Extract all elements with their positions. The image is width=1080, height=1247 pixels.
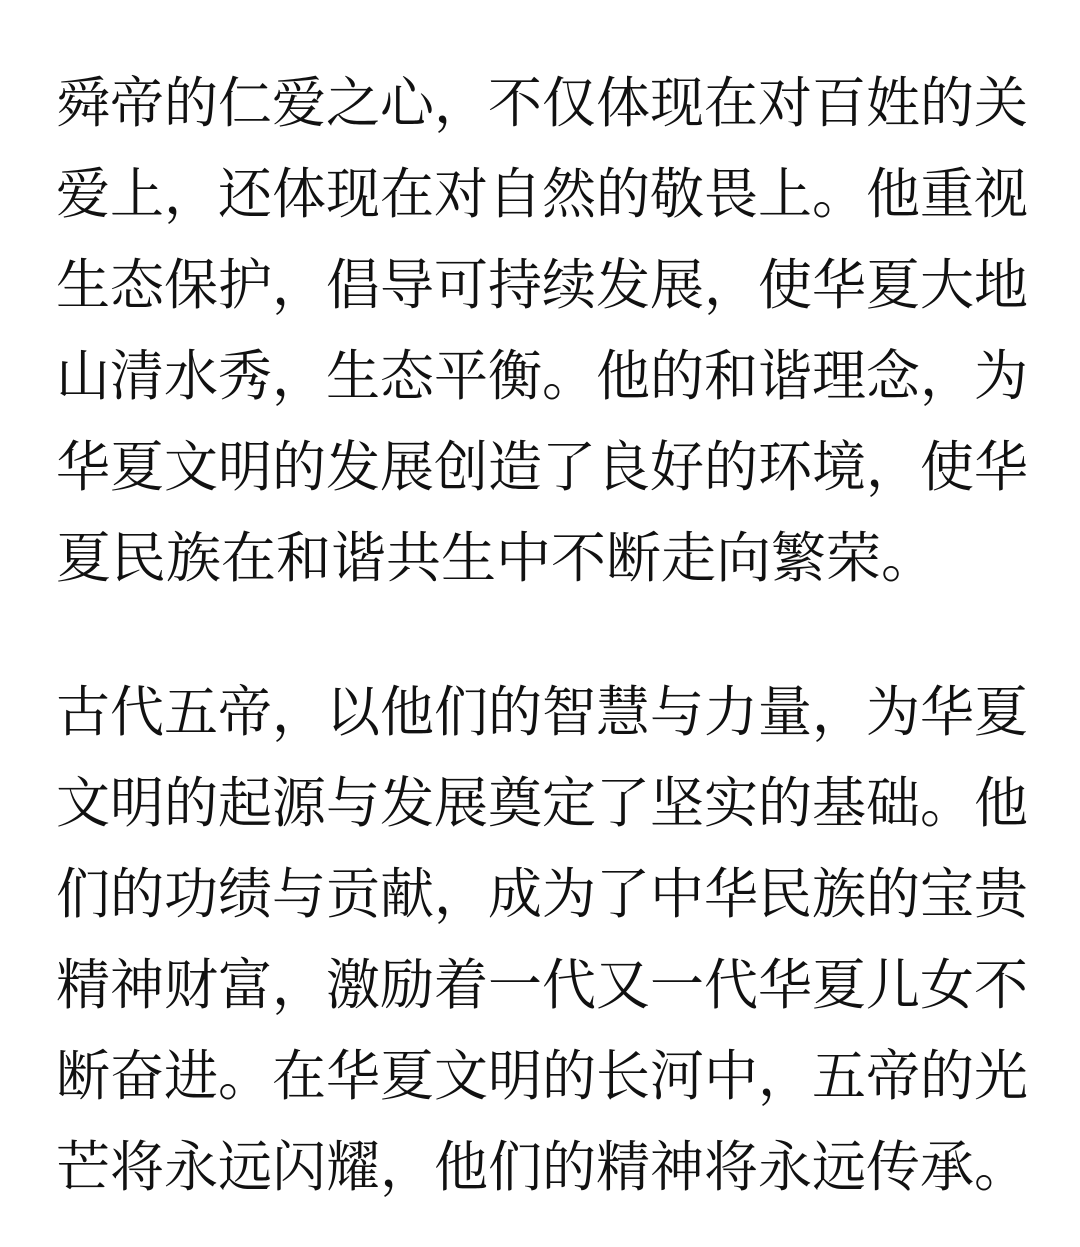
paragraph-2-line-6: 芒将永远闪耀，他们的精神将永远传承。 [56,1135,1029,1199]
paragraph-2-line-1: 古代五帝，以他们的智慧与力量，为华夏 [56,680,1029,744]
paragraph-2-line-2: 文明的起源与发展奠定了坚实的基础。他 [56,771,1029,835]
paragraph-2 [56,667,1036,1213]
paragraph-1 [56,58,1036,604]
paragraph-2-line-4: 精神财富，激励着一代又一代华夏儿女不 [56,953,1029,1017]
paragraph-1-line-3: 生态保护，倡导可持续发展，使华夏大地 [56,253,1029,317]
article-body [56,0,1036,1213]
paragraph-1-line-5: 华夏文明的发展创造了良好的环境，使华 [56,435,1029,499]
paragraph-1-line-2: 爱上，还体现在对自然的敬畏上。他重视 [56,162,1029,226]
paragraph-1-line-1: 舜帝的仁爱之心，不仅体现在对百姓的关 [56,71,1029,135]
paragraph-2-line-3: 们的功绩与贡献，成为了中华民族的宝贵 [56,862,1029,926]
paragraph-1-line-6: 夏民族在和谐共生中不断走向繁荣。 [56,526,937,590]
paragraph-2-line-5: 断奋进。在华夏文明的长河中，五帝的光 [56,1044,1029,1108]
paragraph-1-line-4: 山清水秀，生态平衡。他的和谐理念，为 [56,344,1029,408]
